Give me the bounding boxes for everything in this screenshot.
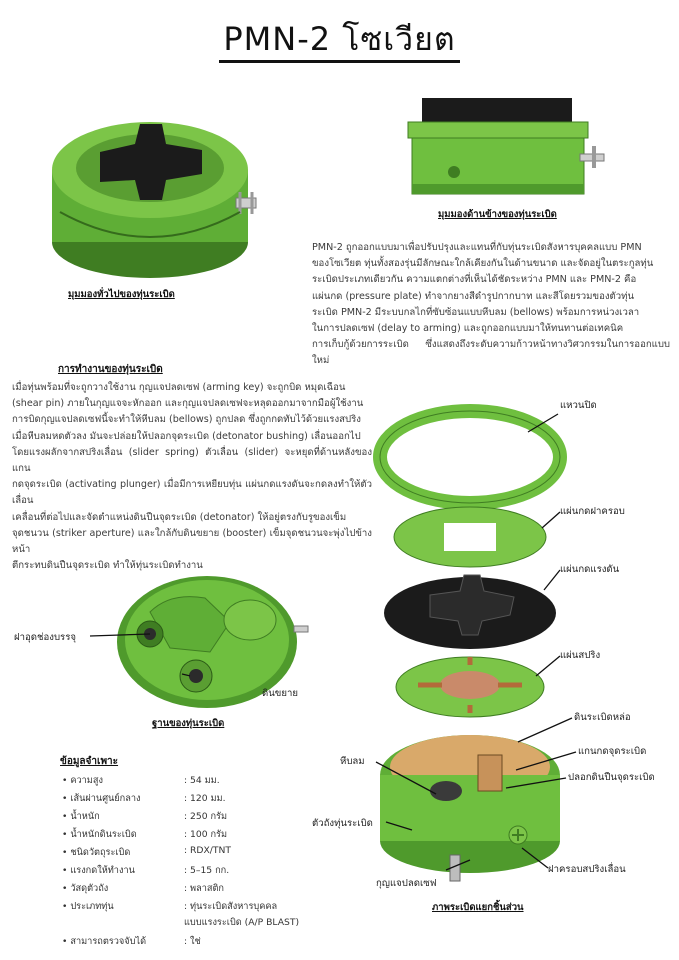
operation-line: เมื่อหีบลมหดตัวลง มันจะปล่อยให้ปลอกจุดระเบิด (detonator bushing) เลื่อนออกไป	[12, 430, 361, 442]
intro-line: PMN-2 ถูกออกแบบมาเพื่อปรับปรุงและแทนที่กับทุ่นระเบิดสังหารบุคคลแบบ PMN	[312, 242, 642, 253]
caption-side-view: มุมมองด้านข้างของทุ่นระเบิด	[438, 209, 557, 220]
operation-line: โดยแรงผลักจากสปริงเลื่อน (slider spring) ตัวเลื่อน (slider) จะหยุดที่ด้านหลังของแกน	[12, 446, 372, 475]
operation-line: (shear pin) ภายในกุญแจจะหักออก และกุญแจปลดเซฟจะหลุดออกมาจากมือผู้ใช้งาน	[12, 398, 364, 410]
operation-line: การบิดกุญแจปลดเซฟนี้จะทำให้หีบลม (bellows) ถูกปลด ซึ่งถูกกดทับไว้ด้วยแรงสปริง	[12, 414, 361, 426]
operation-line: เคลื่อนที่ต่อไปและจัดตำแหน่งดินปืนจุดระเบิด (detonator) ให้อยู่ตรงกับรูของเข็ม	[12, 511, 347, 523]
label-ring: แหวนปิด	[560, 400, 597, 411]
label-pressure-plate: แผ่นกดแรงดัน	[560, 564, 620, 575]
label-body: ตัวถังทุ่นระเบิด	[312, 818, 373, 829]
operation-line: เมื่อทุ่นพร้อมที่จะถูกวางใช้งาน กุญแจปลดเซฟ (arming key) จะถูกบิด หมุดเฉือน	[12, 382, 346, 393]
label-bellows: หีบลม	[340, 756, 365, 767]
intro-line: ระเบิด PMN-2 มีระบบกลไกที่ซับซ้อนแบบหีบลม (bellows) พร้อมการหน่วงเวลา	[312, 306, 640, 318]
caption-base: ฐานของทุ่นระเบิด	[152, 718, 225, 729]
intro-line: ในการปลดเซฟ (delay to arming) และถูกออกแบบมาให้ทนทานต่อเทคนิค	[312, 323, 624, 335]
operation-line: จุดชนวน (striker aperture) และใกล้กับดินขยาย (booster) เข็มจุดชนวนจะพุ่งไปข้างหน้า	[12, 527, 372, 556]
caption-exploded: ภาพระเบิดแยกชิ้นส่วน	[432, 902, 524, 913]
label-arming-key: กุญแจปลดเซฟ	[376, 878, 437, 889]
label-detonator-sleeve: ปลอกดินปืนจุดระเบิด	[568, 772, 655, 783]
operation-line: กดจุดระเบิด (activating plunger) เมื่อมีการเหยียบทุ่น แผ่นกดแรงดันจะกดลงทำให้ตัวเลื่อน	[12, 479, 372, 507]
specs-heading: ข้อมูลจำเพาะ	[60, 756, 119, 767]
operation-heading: การทำงานของทุ่นระเบิด	[58, 364, 163, 375]
label-plunger: แกนกดจุดระเบิด	[578, 746, 647, 757]
label-spring-plate: แผ่นสปริง	[560, 650, 601, 661]
label-cast-explosive: ดินระเบิดหล่อ	[574, 712, 631, 723]
page-title: PMN-2 โซเวียต	[0, 14, 679, 65]
intro-line: ระเบิดประเภทเดียวกัน ความแตกต่างที่เห็นได้ชัดระหว่าง PMN และ PMN-2 คือ	[312, 274, 637, 286]
intro-line: การเก็บกู้ด้วยการระเบิด ซึ่งแสดงถึงระดับความก้าวหน้าทางวิศวกรรมในการออกแบบใหม่	[312, 339, 670, 367]
label-fill-plug: ฝาอุดช่องบรรจุ	[14, 632, 76, 643]
caption-general-view: มุมมองทั่วไปของทุ่นระเบิด	[68, 289, 175, 300]
label-slider-cover: ฝาครอบสปริงเลื่อน	[548, 864, 626, 875]
operation-line: ตีกระทบดินปืนจุดระเบิด ทำให้ทุ่นระเบิดทำงาน	[12, 560, 203, 572]
intro-line: แผ่นกด (pressure plate) ทำจากยางสีดำรูปกากบาท และสีโดยรวมของตัวทุ่น	[312, 290, 635, 302]
intro-line: ของโซเวียต ทุ่นทั้งสองรุ่นมีลักษณะใกล้เคียงกันในด้านขนาด และจัดอยู่ในตระกูลทุ่น	[312, 258, 654, 270]
label-cover-plate: แผ่นกดฝาครอบ	[560, 506, 625, 517]
label-booster: ดินขยาย	[262, 688, 298, 699]
